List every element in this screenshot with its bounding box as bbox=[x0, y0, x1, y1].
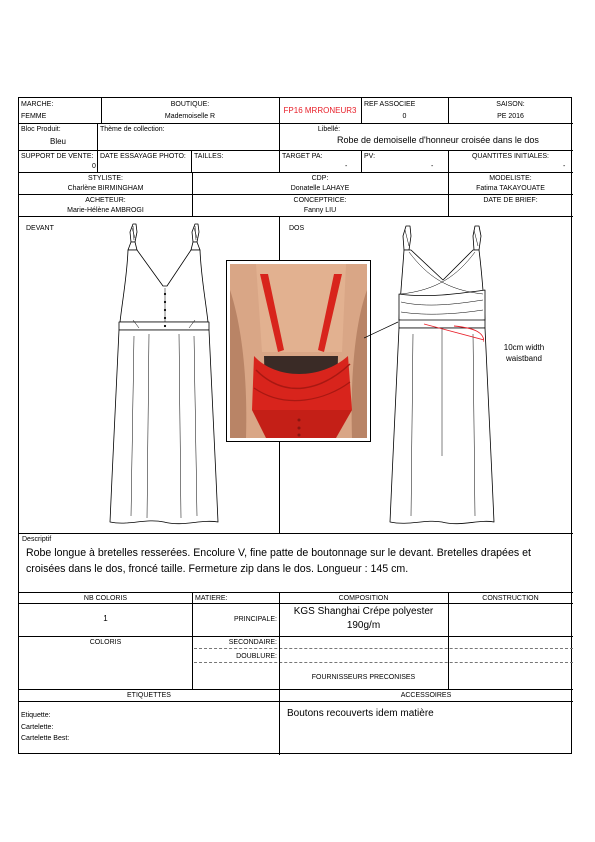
devant-label: DEVANT bbox=[26, 225, 54, 232]
acheteur-value: Marie-Hélène AMBROGI bbox=[67, 207, 144, 214]
row-divider bbox=[19, 592, 573, 593]
bloc-produit-value: Bleu bbox=[49, 137, 66, 146]
front-dress-sketch bbox=[109, 216, 219, 528]
acheteur-label: ACHETEUR: bbox=[85, 197, 126, 204]
theme-label: Thème de collection: bbox=[100, 126, 165, 133]
dos-label: DOS bbox=[289, 225, 305, 232]
ref-associee-value: 0 bbox=[402, 113, 407, 120]
description-line2: croisées dans le dos, froncé taille. Fermeture zip dans le dos. Longueur : 145 cm. bbox=[26, 563, 409, 575]
row-divider bbox=[19, 150, 573, 151]
fournisseurs-label: FOURNISSEURS PRECONISES bbox=[311, 674, 416, 681]
callout-text-line1: 10cm width bbox=[503, 343, 545, 352]
construction-label: CONSTRUCTION bbox=[482, 595, 539, 602]
nb-coloris-label: NB COLORIS bbox=[83, 595, 128, 602]
marche-value: FEMME bbox=[21, 113, 47, 120]
accessoires-value: Boutons recouverts idem matière bbox=[287, 708, 434, 719]
callout-text-line2: waistband bbox=[505, 354, 543, 363]
principale-label: PRINCIPALE: bbox=[233, 616, 277, 623]
modeliste-value: Fatima TAKAYOUATE bbox=[476, 185, 545, 192]
row-divider bbox=[19, 603, 573, 604]
date-essayage-label: DATE ESSAYAGE PHOTO: bbox=[100, 153, 186, 160]
quantites-label: QUANTITES INITIALES: bbox=[471, 153, 549, 160]
matiere-label: MATIERE: bbox=[195, 595, 228, 602]
target-pa-value: - bbox=[345, 163, 348, 170]
conceptrice-value: Fanny LIU bbox=[303, 207, 337, 214]
nb-coloris-value: 1 bbox=[103, 614, 108, 623]
cartelette-best-label: Cartelette Best: bbox=[21, 735, 70, 742]
styliste-value: Charlène BIRMINGHAM bbox=[67, 185, 144, 192]
row-divider bbox=[19, 533, 573, 534]
styliste-label: STYLISTE: bbox=[87, 175, 123, 182]
support-label: SUPPORT DE VENTE: bbox=[21, 153, 94, 160]
row-divider bbox=[19, 172, 573, 173]
bloc-produit-label: Bloc Produit: bbox=[21, 126, 61, 133]
target-pa-label: TARGET PA: bbox=[282, 153, 323, 160]
etiquette-label: Etiquette: bbox=[21, 712, 51, 719]
accessoires-label: ACCESSOIRES bbox=[400, 692, 452, 699]
secondaire-label: SECONDAIRE: bbox=[228, 639, 277, 646]
cdp-label: CDP: bbox=[311, 175, 329, 182]
row-divider bbox=[19, 689, 573, 690]
back-dress-sketch bbox=[387, 216, 497, 528]
saison-value: PE 2016 bbox=[497, 113, 524, 120]
cdp-value: Donatelle LAHAYE bbox=[290, 185, 350, 192]
row-divider bbox=[19, 194, 573, 195]
pv-value: - bbox=[431, 163, 434, 170]
support-value: 0 bbox=[92, 163, 96, 170]
reference-code: FP16 MRRONEUR3 bbox=[283, 106, 357, 115]
waistband-callout-line bbox=[364, 316, 484, 346]
row-divider bbox=[19, 636, 573, 637]
pv-label: PV: bbox=[364, 153, 376, 160]
cartelette-label: Cartelette: bbox=[21, 724, 54, 731]
date-brief-label: DATE DE BRIEF: bbox=[483, 197, 538, 204]
boutique-label: BOUTIQUE: bbox=[170, 101, 210, 108]
conceptrice-label: CONCEPTRICE: bbox=[293, 197, 347, 204]
quantites-value: - bbox=[563, 163, 566, 170]
dashed-divider bbox=[194, 648, 573, 649]
etiquettes-label: ETIQUETTES bbox=[127, 692, 171, 699]
description-line1: Robe longue à bretelles resserées. Encolure V, fine patte de boutonnage sur le devant. Bretelles drapées et bbox=[26, 547, 531, 559]
dashed-divider bbox=[194, 662, 573, 663]
tech-pack-sheet bbox=[18, 97, 572, 754]
ref-associee-label: REF ASSOCIEE bbox=[364, 101, 416, 108]
marche-label: MARCHE: bbox=[21, 101, 54, 108]
composition-label: COMPOSITION bbox=[338, 595, 389, 602]
libelle-label: Libellé: bbox=[317, 126, 341, 133]
back-view-photo bbox=[226, 260, 371, 442]
doublure-label: DOUBLURE: bbox=[236, 653, 277, 660]
row-divider bbox=[19, 701, 573, 702]
coloris-label: COLORIS bbox=[89, 639, 122, 646]
row-divider bbox=[19, 123, 573, 124]
boutique-value: Mademoiselle R bbox=[164, 113, 216, 120]
libelle-value: Robe de demoiselle d'honneur croisée dans le dos bbox=[337, 135, 539, 145]
tailles-label: TAILLES: bbox=[194, 153, 224, 160]
principale-line1: KGS Shanghai Crépe polyester bbox=[293, 606, 434, 617]
modeliste-label: MODELISTE: bbox=[489, 175, 532, 182]
descriptif-label: Descriptif bbox=[22, 536, 52, 543]
saison-label: SAISON: bbox=[496, 101, 525, 108]
principale-line2: 190g/m bbox=[346, 620, 381, 631]
